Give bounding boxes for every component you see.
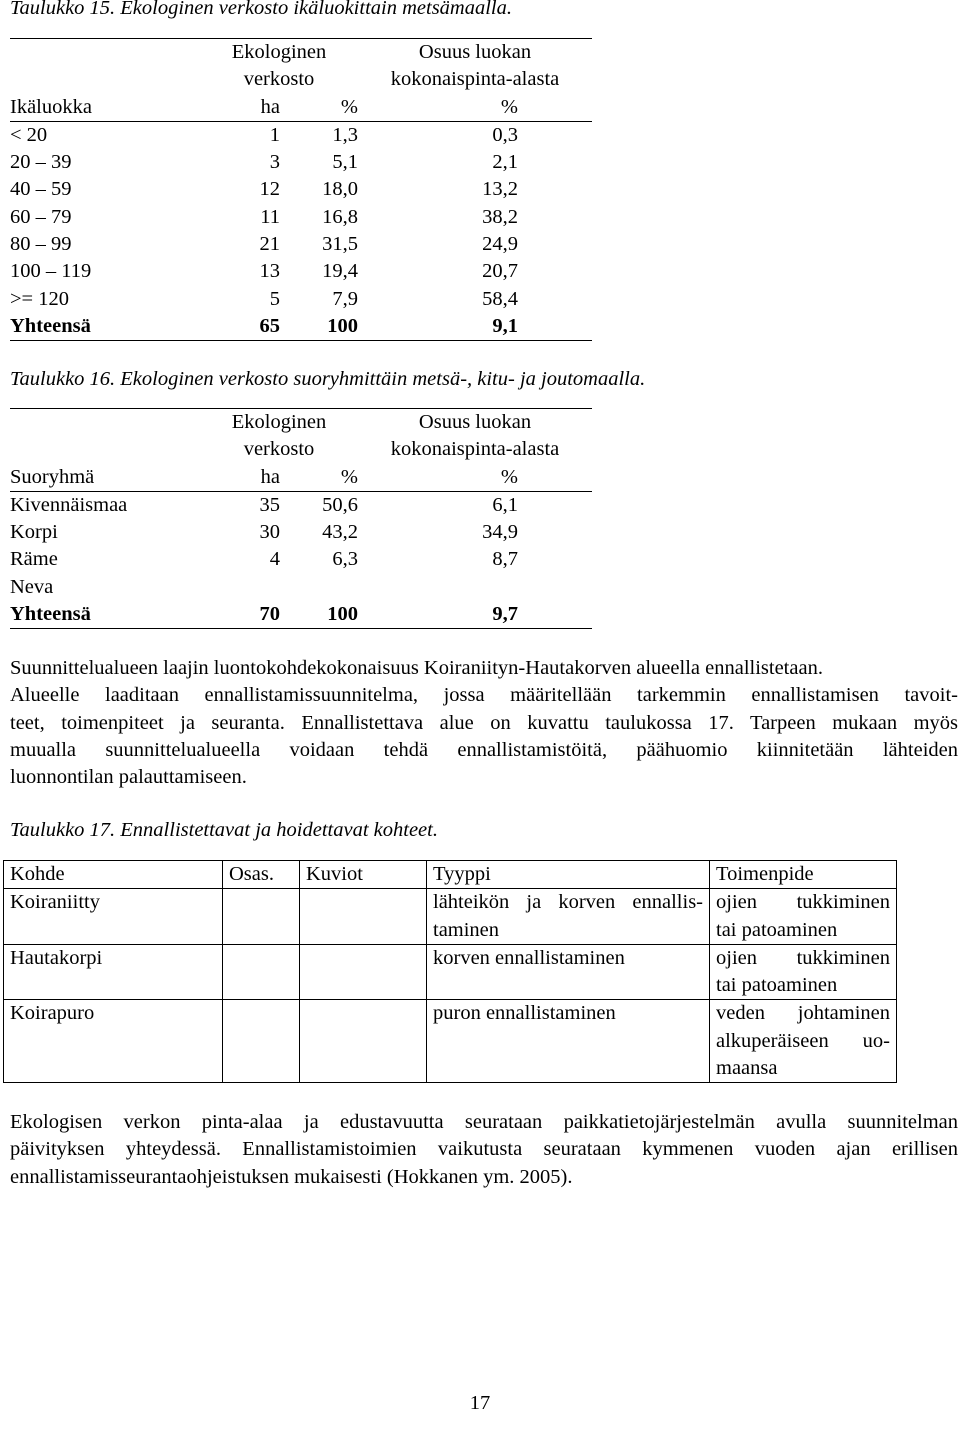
row-label: Räme bbox=[10, 548, 58, 571]
cell-pct: 19,4 bbox=[322, 260, 358, 283]
row-label: 20 – 39 bbox=[10, 151, 72, 174]
column-header-tyyppi: Tyyppi bbox=[427, 861, 710, 889]
cell-share: 38,2 bbox=[482, 205, 518, 228]
table-row bbox=[10, 286, 592, 313]
cell-line: ojien tukkiminen bbox=[716, 891, 890, 914]
cell-share: 24,9 bbox=[482, 233, 518, 256]
cell-osas bbox=[223, 1000, 300, 1083]
cell-kohde: Hautakorpi bbox=[4, 944, 223, 1000]
row-label: >= 120 bbox=[10, 287, 69, 310]
cell-share: 58,4 bbox=[482, 287, 518, 310]
column-header-kohde: Kohde bbox=[4, 861, 223, 889]
table-row bbox=[10, 574, 592, 601]
table16-header-share: Osuus luokan bbox=[358, 409, 592, 437]
cell-kohde: Koirapuro bbox=[4, 1000, 223, 1083]
cell-share: 2,1 bbox=[492, 151, 518, 174]
table16-unit-share: % bbox=[358, 464, 518, 492]
paragraph-line: Ekologisen verkon pinta-alaa ja edustavuutta seurataan paikkatietojärjestelmän avulla suunnitelman bbox=[10, 1111, 958, 1133]
row-label: 80 – 99 bbox=[10, 233, 72, 256]
row-label: Neva bbox=[10, 575, 54, 598]
total-label: Yhteensä bbox=[10, 313, 200, 341]
cell-ha: 21 bbox=[259, 233, 280, 256]
paragraph-monitoring bbox=[10, 1109, 958, 1191]
table15-unit-share: % bbox=[358, 94, 518, 122]
table16-unit-ha: ha bbox=[200, 464, 280, 492]
cell-line: tai patoaminen bbox=[716, 974, 838, 997]
table15-row-label-header: Ikäluokka bbox=[10, 94, 200, 122]
cell-line: puron ennallistaminen bbox=[433, 1002, 616, 1025]
cell-ha: 13 bbox=[259, 260, 280, 283]
cell-pct bbox=[280, 574, 358, 601]
table-header-row bbox=[4, 861, 897, 889]
cell-osas bbox=[223, 944, 300, 1000]
row-label: Kivennäismaa bbox=[10, 493, 128, 516]
table15-caption: Taulukko 15. Ekologinen verkosto ikäluokittain metsämaalla. bbox=[10, 0, 512, 19]
cell-toimenpide bbox=[710, 944, 897, 1000]
table16-header-share-2: kokonaispinta-alasta bbox=[390, 438, 560, 461]
column-header-kuviot: Kuviot bbox=[300, 861, 427, 889]
table15-unit-pct: % bbox=[280, 94, 358, 122]
table15-header-network: Ekologinen bbox=[200, 39, 358, 67]
cell-line: korven ennallistaminen bbox=[433, 946, 625, 969]
cell-share bbox=[358, 574, 518, 601]
row-label: Korpi bbox=[10, 521, 58, 544]
table-row bbox=[10, 176, 592, 203]
table16-header-network-2: verkosto bbox=[243, 438, 315, 461]
paragraph-line: Alueelle laaditaan ennallistamissuunnitelma, jossa määritellään tarkemmin ennallistamisen tavoit- bbox=[10, 684, 958, 707]
table-row bbox=[4, 1000, 897, 1083]
cell-ha bbox=[200, 574, 280, 601]
cell-pct: 50,6 bbox=[322, 493, 358, 516]
cell-toimenpide bbox=[710, 889, 897, 945]
cell-line: tai patoaminen bbox=[716, 918, 838, 941]
cell-osas bbox=[223, 889, 300, 945]
table-row bbox=[4, 944, 897, 1000]
cell-line: ojien tukkiminen bbox=[716, 946, 890, 969]
paragraph-restoration bbox=[10, 655, 958, 791]
row-label: < 20 bbox=[10, 123, 48, 146]
cell-kuviot bbox=[300, 944, 427, 1000]
cell-line: taminen bbox=[433, 918, 500, 941]
cell-pct: 31,5 bbox=[322, 233, 358, 256]
cell-line: lähteikön ja korven ennallis- bbox=[433, 891, 703, 914]
cell-pct: 1,3 bbox=[332, 123, 358, 146]
column-header-toimenpide: Toimenpide bbox=[710, 861, 897, 889]
cell-ha: 35 bbox=[259, 493, 280, 516]
page-number: 17 bbox=[469, 1392, 491, 1414]
table-row bbox=[10, 546, 592, 573]
paragraph-line: ennallistamisseurantaohjeistuksen mukaisesti (Hokkanen ym. 2005). bbox=[10, 1165, 573, 1188]
table17-caption: Taulukko 17. Ennallistettavat ja hoidettavat kohteet. bbox=[10, 819, 438, 841]
cell-kuviot bbox=[300, 1000, 427, 1083]
table-row bbox=[10, 519, 592, 546]
table-total-row bbox=[10, 313, 592, 341]
total-share: 9,1 bbox=[358, 313, 518, 341]
table15 bbox=[10, 38, 592, 341]
cell-share: 13,2 bbox=[482, 178, 518, 201]
cell-kuviot bbox=[300, 889, 427, 945]
table-row bbox=[10, 258, 592, 285]
cell-pct: 43,2 bbox=[322, 521, 358, 544]
table16-unit-pct: % bbox=[280, 464, 358, 492]
row-label: 40 – 59 bbox=[10, 178, 72, 201]
table-row bbox=[10, 231, 592, 258]
cell-share: 20,7 bbox=[482, 260, 518, 283]
cell-tyyppi bbox=[427, 889, 710, 945]
paragraph-line: Suunnittelualueen laajin luontokohdekokonaisuus Koiraniityn-Hautakorven alueella ennallistetaan. bbox=[10, 657, 823, 679]
row-label: 60 – 79 bbox=[10, 205, 72, 228]
column-header-osas: Osas. bbox=[223, 861, 300, 889]
cell-share: 0,3 bbox=[492, 123, 518, 146]
table15-header-share: Osuus luokan bbox=[358, 39, 592, 67]
table15-header-network-2: verkosto bbox=[243, 68, 315, 91]
cell-ha: 3 bbox=[269, 151, 280, 174]
table15-header-share-2: kokonaispinta-alasta bbox=[390, 68, 560, 91]
table16-row-label-header: Suoryhmä bbox=[10, 464, 200, 492]
total-ha: 70 bbox=[200, 601, 280, 629]
cell-pct: 6,3 bbox=[332, 548, 358, 571]
cell-ha: 12 bbox=[259, 178, 280, 201]
table-row bbox=[10, 204, 592, 231]
cell-ha: 4 bbox=[269, 548, 280, 571]
paragraph-line: teet, toimenpiteet ja seuranta. Ennallistettava alue on kuvattu taulukossa 17. Tarpeen mukaan myös bbox=[10, 711, 958, 734]
total-share: 9,7 bbox=[358, 601, 518, 629]
table-row bbox=[10, 121, 592, 149]
cell-share: 8,7 bbox=[492, 548, 518, 571]
cell-line: alkuperäiseen uo- bbox=[716, 1029, 890, 1052]
table-row bbox=[10, 491, 592, 519]
table16-caption: Taulukko 16. Ekologinen verkosto suoryhmittäin metsä-, kitu- ja joutomaalla. bbox=[10, 368, 646, 390]
cell-ha: 5 bbox=[269, 287, 280, 310]
cell-pct: 7,9 bbox=[332, 287, 358, 310]
table17 bbox=[3, 860, 897, 1083]
cell-share: 34,9 bbox=[482, 521, 518, 544]
paragraph-line: muualla suunnittelualueella voidaan tehdä ennallistamistöitä, päähuomio kiinnitetään lähteiden bbox=[10, 738, 958, 761]
cell-tyyppi bbox=[427, 944, 710, 1000]
cell-line: maansa bbox=[716, 1057, 778, 1080]
table-row bbox=[10, 149, 592, 176]
cell-line: veden johtaminen bbox=[716, 1002, 890, 1025]
cell-tyyppi bbox=[427, 1000, 710, 1083]
cell-ha: 1 bbox=[269, 123, 280, 146]
table-row bbox=[4, 889, 897, 945]
cell-ha: 30 bbox=[259, 521, 280, 544]
row-label: 100 – 119 bbox=[10, 260, 92, 283]
paragraph-line: päivityksen yhteydessä. Ennallistamistoimien vaikutusta seurataan kymmenen vuoden ajan erillisen bbox=[10, 1138, 958, 1161]
paragraph-line: luonnontilan palauttamiseen. bbox=[10, 766, 247, 789]
cell-pct: 16,8 bbox=[322, 205, 358, 228]
cell-share: 6,1 bbox=[492, 493, 518, 516]
cell-pct: 5,1 bbox=[332, 151, 358, 174]
cell-toimenpide bbox=[710, 1000, 897, 1083]
total-pct: 100 bbox=[280, 601, 358, 629]
table-total-row bbox=[10, 601, 592, 629]
cell-pct: 18,0 bbox=[322, 178, 358, 201]
table16-header-network: Ekologinen bbox=[200, 409, 358, 437]
total-pct: 100 bbox=[280, 313, 358, 341]
table15-unit-ha: ha bbox=[200, 94, 280, 122]
total-ha: 65 bbox=[200, 313, 280, 341]
total-label: Yhteensä bbox=[10, 601, 200, 629]
cell-kohde: Koiraniitty bbox=[4, 889, 223, 945]
cell-ha: 11 bbox=[260, 205, 280, 228]
table16 bbox=[10, 408, 592, 629]
